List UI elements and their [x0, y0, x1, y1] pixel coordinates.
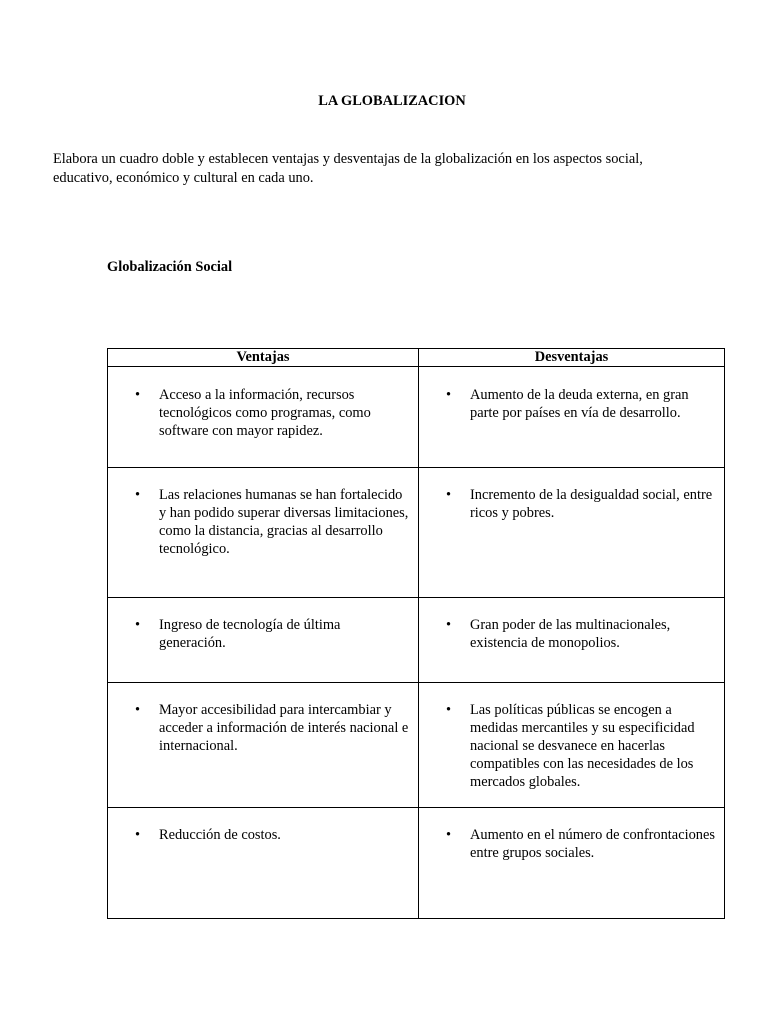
- bullet-icon: •: [135, 827, 141, 843]
- bullet-icon: •: [135, 487, 141, 503]
- table-row: [108, 367, 725, 468]
- document-title: LA GLOBALIZACION: [318, 93, 466, 109]
- intro-paragraph: Elabora un cuadro doble y establecen ventajas y desventajas de la globalización en los aspectos social, educativo, económico y cultural en cada uno.: [53, 151, 643, 186]
- desventaja-cell: [419, 598, 725, 683]
- bullet-icon: •: [135, 387, 141, 403]
- bullet-icon: •: [446, 617, 452, 633]
- ventaja-text: Acceso a la información, recursos tecnológicos como programas, como software con mayor rapidez.: [159, 387, 371, 439]
- ventaja-text: Las relaciones humanas se han fortalecido y han podido superar diversas limitaciones, como la distancia, gracias al desarrollo tecnológico.: [159, 487, 409, 557]
- bullet-icon: •: [446, 487, 452, 503]
- section-heading: Globalización Social: [107, 259, 233, 275]
- header-desventajas: Desventajas: [419, 349, 725, 367]
- bullet-icon: •: [446, 827, 452, 843]
- ventaja-cell: [108, 598, 419, 683]
- bullet-icon: •: [446, 387, 452, 403]
- table-row: [108, 598, 725, 683]
- table-row: [108, 683, 725, 808]
- table-row: [108, 468, 725, 598]
- table-header-row: [108, 349, 725, 367]
- bullet-icon: •: [135, 702, 141, 718]
- bullet-icon: •: [446, 702, 452, 718]
- desventaja-cell: [419, 468, 725, 598]
- comparison-table: [107, 348, 725, 919]
- ventaja-text: Mayor accesibilidad para intercambiar y acceder a información de interés nacional e internacional.: [159, 702, 409, 754]
- desventaja-text: Aumento de la deuda externa, en gran parte por países en vía de desarrollo.: [470, 387, 689, 421]
- desventaja-text: Aumento en el número de confrontaciones entre grupos sociales.: [470, 827, 715, 861]
- desventaja-text: Incremento de la desigualdad social, entre ricos y pobres.: [470, 487, 713, 521]
- ventaja-cell: [108, 683, 419, 808]
- header-ventajas: Ventajas: [108, 349, 419, 367]
- ventaja-cell: [108, 808, 419, 919]
- ventaja-text: Ingreso de tecnología de última generación.: [159, 617, 341, 651]
- desventaja-text: Las políticas públicas se encogen a medidas mercantiles y su especificidad nacional se desvanece en hacerlas compatibles con las necesidades de los mercados globales.: [470, 702, 695, 790]
- desventaja-cell: [419, 808, 725, 919]
- table-row: [108, 808, 725, 919]
- desventaja-cell: [419, 367, 725, 468]
- ventaja-cell: [108, 367, 419, 468]
- desventaja-cell: [419, 683, 725, 808]
- bullet-icon: •: [135, 617, 141, 633]
- desventaja-text: Gran poder de las multinacionales, existencia de monopolios.: [470, 617, 671, 651]
- ventaja-text: Reducción de costos.: [159, 827, 281, 843]
- ventaja-cell: [108, 468, 419, 598]
